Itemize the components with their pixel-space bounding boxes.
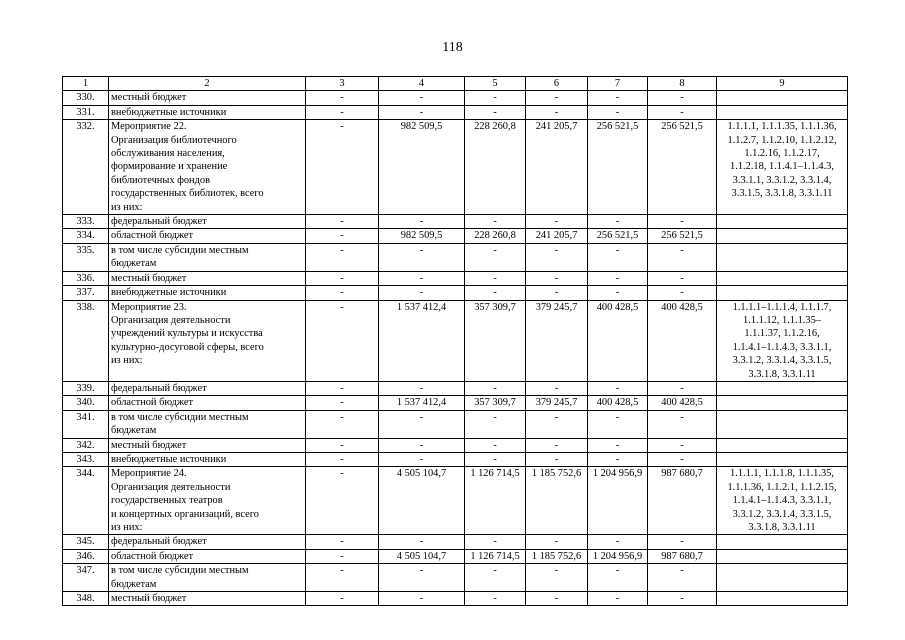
value-cell: 1 126 714,5: [465, 467, 526, 535]
value-cell: -: [648, 215, 717, 229]
value-cell: 982 509,5: [379, 229, 465, 243]
value-cell: -: [465, 243, 526, 271]
row-number-cell: 342.: [63, 438, 109, 452]
row-number-cell: 341.: [63, 410, 109, 438]
row-name-cell: внебюджетные источники: [109, 105, 306, 119]
target-indicators-cell: [717, 410, 848, 438]
value-cell: 1 537 412,4: [379, 396, 465, 410]
value-cell: 379 245,7: [526, 396, 588, 410]
target-indicators-cell: 1.1.1.1–1.1.1.4, 1.1.1.7, 1.1.1.12, 1.1.1.35– 1.1.1.37, 1.1.2.16, 1.1.4.1–1.1.4.3, 3.3.1.1, 3.3.1.2, 3.3.1.4, 3.3.1.5, 3.3.1.8, 3.3.1.11: [717, 300, 848, 381]
row-name-cell: федеральный бюджет: [109, 215, 306, 229]
value-cell: -: [465, 592, 526, 606]
target-indicators-cell: [717, 592, 848, 606]
row-name-cell: Мероприятие 24. Организация деятельности государственных театров и концертных организаций, всего из них:: [109, 467, 306, 535]
target-indicators-cell: [717, 105, 848, 119]
row-number-cell: 337.: [63, 286, 109, 300]
value-cell: -: [526, 215, 588, 229]
table-row: [63, 438, 848, 452]
row-name-cell: федеральный бюджет: [109, 535, 306, 549]
value-cell: -: [379, 438, 465, 452]
value-cell: -: [306, 592, 379, 606]
value-cell: -: [379, 105, 465, 119]
target-indicators-cell: [717, 91, 848, 105]
header-cell: 7: [588, 77, 648, 91]
value-cell: 1 126 714,5: [465, 549, 526, 563]
value-cell: -: [588, 410, 648, 438]
row-name-cell: областной бюджет: [109, 229, 306, 243]
value-cell: -: [306, 243, 379, 271]
value-cell: -: [648, 410, 717, 438]
table-row: [63, 452, 848, 466]
target-indicators-cell: 1.1.1.1, 1.1.1.35, 1.1.1.36, 1.1.2.7, 1.1.2.10, 1.1.2.12, 1.1.2.16, 1.1.2.17, 1.1.2.18, 1.1.4.1–1.1.4.3, 3.3.1.1, 3.3.1.2, 3.3.1.4, 3.3.1.5, 3.3.1.8, 3.3.1.11: [717, 120, 848, 215]
table-row: [63, 592, 848, 606]
value-cell: -: [465, 452, 526, 466]
table-row: [63, 549, 848, 563]
value-cell: -: [306, 452, 379, 466]
target-indicators-cell: [717, 381, 848, 395]
table-row: [63, 381, 848, 395]
value-cell: -: [648, 592, 717, 606]
value-cell: -: [306, 300, 379, 381]
row-name-cell: в том числе субсидии местным бюджетам: [109, 243, 306, 271]
value-cell: 982 509,5: [379, 120, 465, 215]
value-cell: -: [648, 271, 717, 285]
value-cell: 1 537 412,4: [379, 300, 465, 381]
row-name-cell: местный бюджет: [109, 592, 306, 606]
value-cell: -: [379, 381, 465, 395]
value-cell: 4 505 104,7: [379, 549, 465, 563]
value-cell: -: [648, 243, 717, 271]
value-cell: -: [648, 535, 717, 549]
value-cell: -: [379, 286, 465, 300]
value-cell: -: [465, 286, 526, 300]
value-cell: -: [379, 592, 465, 606]
value-cell: -: [526, 535, 588, 549]
target-indicators-cell: 1.1.1.1, 1.1.1.8, 1.1.1.35, 1.1.1.36, 1.1.2.1, 1.1.2.15, 1.1.4.1–1.1.4.3, 3.3.1.1, 3.3.1.2, 3.3.1.4, 3.3.1.5, 3.3.1.8, 3.3.1.11: [717, 467, 848, 535]
row-number-cell: 348.: [63, 592, 109, 606]
header-cell: 8: [648, 77, 717, 91]
value-cell: -: [526, 286, 588, 300]
value-cell: 1 204 956,9: [588, 467, 648, 535]
row-name-cell: местный бюджет: [109, 438, 306, 452]
row-name-cell: федеральный бюджет: [109, 381, 306, 395]
value-cell: 400 428,5: [588, 396, 648, 410]
value-cell: 400 428,5: [648, 300, 717, 381]
row-number-cell: 335.: [63, 243, 109, 271]
value-cell: -: [465, 535, 526, 549]
row-number-cell: 344.: [63, 467, 109, 535]
header-cell: 5: [465, 77, 526, 91]
value-cell: 1 185 752,6: [526, 467, 588, 535]
value-cell: -: [588, 381, 648, 395]
value-cell: -: [379, 215, 465, 229]
value-cell: 256 521,5: [588, 120, 648, 215]
value-cell: -: [648, 286, 717, 300]
value-cell: -: [465, 564, 526, 592]
row-name-cell: местный бюджет: [109, 271, 306, 285]
value-cell: 379 245,7: [526, 300, 588, 381]
value-cell: -: [648, 381, 717, 395]
header-cell: 6: [526, 77, 588, 91]
value-cell: -: [465, 438, 526, 452]
table-row: [63, 215, 848, 229]
table-row: [63, 229, 848, 243]
value-cell: -: [379, 452, 465, 466]
row-name-cell: внебюджетные источники: [109, 452, 306, 466]
row-number-cell: 343.: [63, 452, 109, 466]
value-cell: 1 185 752,6: [526, 549, 588, 563]
value-cell: -: [306, 91, 379, 105]
row-number-cell: 332.: [63, 120, 109, 215]
value-cell: -: [588, 452, 648, 466]
row-number-cell: 331.: [63, 105, 109, 119]
page-number: 118: [442, 40, 463, 55]
target-indicators-cell: [717, 215, 848, 229]
header-row: [63, 77, 848, 91]
header-cell: 3: [306, 77, 379, 91]
target-indicators-cell: [717, 535, 848, 549]
row-number-cell: 333.: [63, 215, 109, 229]
value-cell: -: [588, 564, 648, 592]
value-cell: 256 521,5: [648, 229, 717, 243]
value-cell: -: [306, 120, 379, 215]
value-cell: -: [526, 564, 588, 592]
value-cell: -: [465, 271, 526, 285]
row-name-cell: в том числе субсидии местным бюджетам: [109, 564, 306, 592]
value-cell: -: [306, 381, 379, 395]
value-cell: -: [526, 91, 588, 105]
value-cell: 256 521,5: [588, 229, 648, 243]
value-cell: -: [588, 438, 648, 452]
value-cell: -: [306, 564, 379, 592]
row-name-cell: областной бюджет: [109, 396, 306, 410]
value-cell: -: [588, 286, 648, 300]
row-number-cell: 340.: [63, 396, 109, 410]
header-cell: 9: [717, 77, 848, 91]
row-number-cell: 334.: [63, 229, 109, 243]
value-cell: -: [306, 396, 379, 410]
value-cell: -: [465, 215, 526, 229]
target-indicators-cell: [717, 271, 848, 285]
value-cell: -: [379, 564, 465, 592]
header-cell: 1: [63, 77, 109, 91]
value-cell: -: [306, 549, 379, 563]
row-number-cell: 345.: [63, 535, 109, 549]
value-cell: -: [306, 467, 379, 535]
value-cell: -: [306, 410, 379, 438]
table-row: [63, 535, 848, 549]
value-cell: -: [306, 215, 379, 229]
value-cell: 357 309,7: [465, 396, 526, 410]
value-cell: -: [306, 105, 379, 119]
value-cell: 241 205,7: [526, 120, 588, 215]
table-row: [63, 564, 848, 592]
value-cell: 357 309,7: [465, 300, 526, 381]
value-cell: -: [526, 243, 588, 271]
value-cell: -: [306, 438, 379, 452]
value-cell: 4 505 104,7: [379, 467, 465, 535]
table-row: [63, 91, 848, 105]
row-number-cell: 347.: [63, 564, 109, 592]
value-cell: 241 205,7: [526, 229, 588, 243]
row-number-cell: 338.: [63, 300, 109, 381]
value-cell: -: [588, 215, 648, 229]
value-cell: -: [648, 452, 717, 466]
row-name-cell: внебюджетные источники: [109, 286, 306, 300]
row-name-cell: местный бюджет: [109, 91, 306, 105]
table-row: [63, 410, 848, 438]
value-cell: -: [526, 410, 588, 438]
table-row: [63, 467, 848, 535]
table-row: [63, 120, 848, 215]
value-cell: 987 680,7: [648, 549, 717, 563]
target-indicators-cell: [717, 286, 848, 300]
value-cell: 1 204 956,9: [588, 549, 648, 563]
value-cell: -: [648, 438, 717, 452]
value-cell: 228 260,8: [465, 120, 526, 215]
value-cell: 987 680,7: [648, 467, 717, 535]
target-indicators-cell: [717, 396, 848, 410]
value-cell: -: [306, 535, 379, 549]
table-body: [63, 91, 848, 606]
row-name-cell: областной бюджет: [109, 549, 306, 563]
value-cell: -: [588, 271, 648, 285]
value-cell: -: [526, 438, 588, 452]
header-cell: 4: [379, 77, 465, 91]
table-row: [63, 105, 848, 119]
value-cell: -: [379, 410, 465, 438]
value-cell: 400 428,5: [588, 300, 648, 381]
value-cell: -: [588, 592, 648, 606]
value-cell: -: [306, 271, 379, 285]
row-number-cell: 336.: [63, 271, 109, 285]
table-row: [63, 286, 848, 300]
value-cell: -: [379, 243, 465, 271]
table-row: [63, 396, 848, 410]
target-indicators-cell: [717, 229, 848, 243]
target-indicators-cell: [717, 452, 848, 466]
value-cell: -: [648, 105, 717, 119]
table-row: [63, 243, 848, 271]
target-indicators-cell: [717, 243, 848, 271]
row-number-cell: 330.: [63, 91, 109, 105]
value-cell: -: [465, 381, 526, 395]
table-row: [63, 300, 848, 381]
value-cell: -: [526, 271, 588, 285]
target-indicators-cell: [717, 438, 848, 452]
row-name-cell: Мероприятие 23. Организация деятельности учреждений культуры и искусства культурно-досуговой сферы, всего из них:: [109, 300, 306, 381]
row-name-cell: Мероприятие 22. Организация библиотечного обслуживания населения, формирование и хранение библиотечных фондов государственных библиотек, всего из них:: [109, 120, 306, 215]
target-indicators-cell: [717, 564, 848, 592]
value-cell: -: [526, 381, 588, 395]
value-cell: -: [588, 105, 648, 119]
value-cell: 228 260,8: [465, 229, 526, 243]
budget-table: [62, 76, 848, 606]
value-cell: -: [526, 105, 588, 119]
value-cell: 400 428,5: [648, 396, 717, 410]
value-cell: -: [465, 410, 526, 438]
header-cell: 2: [109, 77, 306, 91]
value-cell: -: [379, 535, 465, 549]
row-number-cell: 346.: [63, 549, 109, 563]
value-cell: -: [648, 91, 717, 105]
row-number-cell: 339.: [63, 381, 109, 395]
value-cell: -: [465, 91, 526, 105]
value-cell: -: [306, 229, 379, 243]
value-cell: -: [465, 105, 526, 119]
value-cell: 256 521,5: [648, 120, 717, 215]
value-cell: -: [648, 564, 717, 592]
value-cell: -: [526, 592, 588, 606]
value-cell: -: [588, 535, 648, 549]
value-cell: -: [379, 91, 465, 105]
value-cell: -: [588, 243, 648, 271]
value-cell: -: [306, 286, 379, 300]
value-cell: -: [379, 271, 465, 285]
row-name-cell: в том числе субсидии местным бюджетам: [109, 410, 306, 438]
table-row: [63, 271, 848, 285]
value-cell: -: [526, 452, 588, 466]
target-indicators-cell: [717, 549, 848, 563]
value-cell: -: [588, 91, 648, 105]
